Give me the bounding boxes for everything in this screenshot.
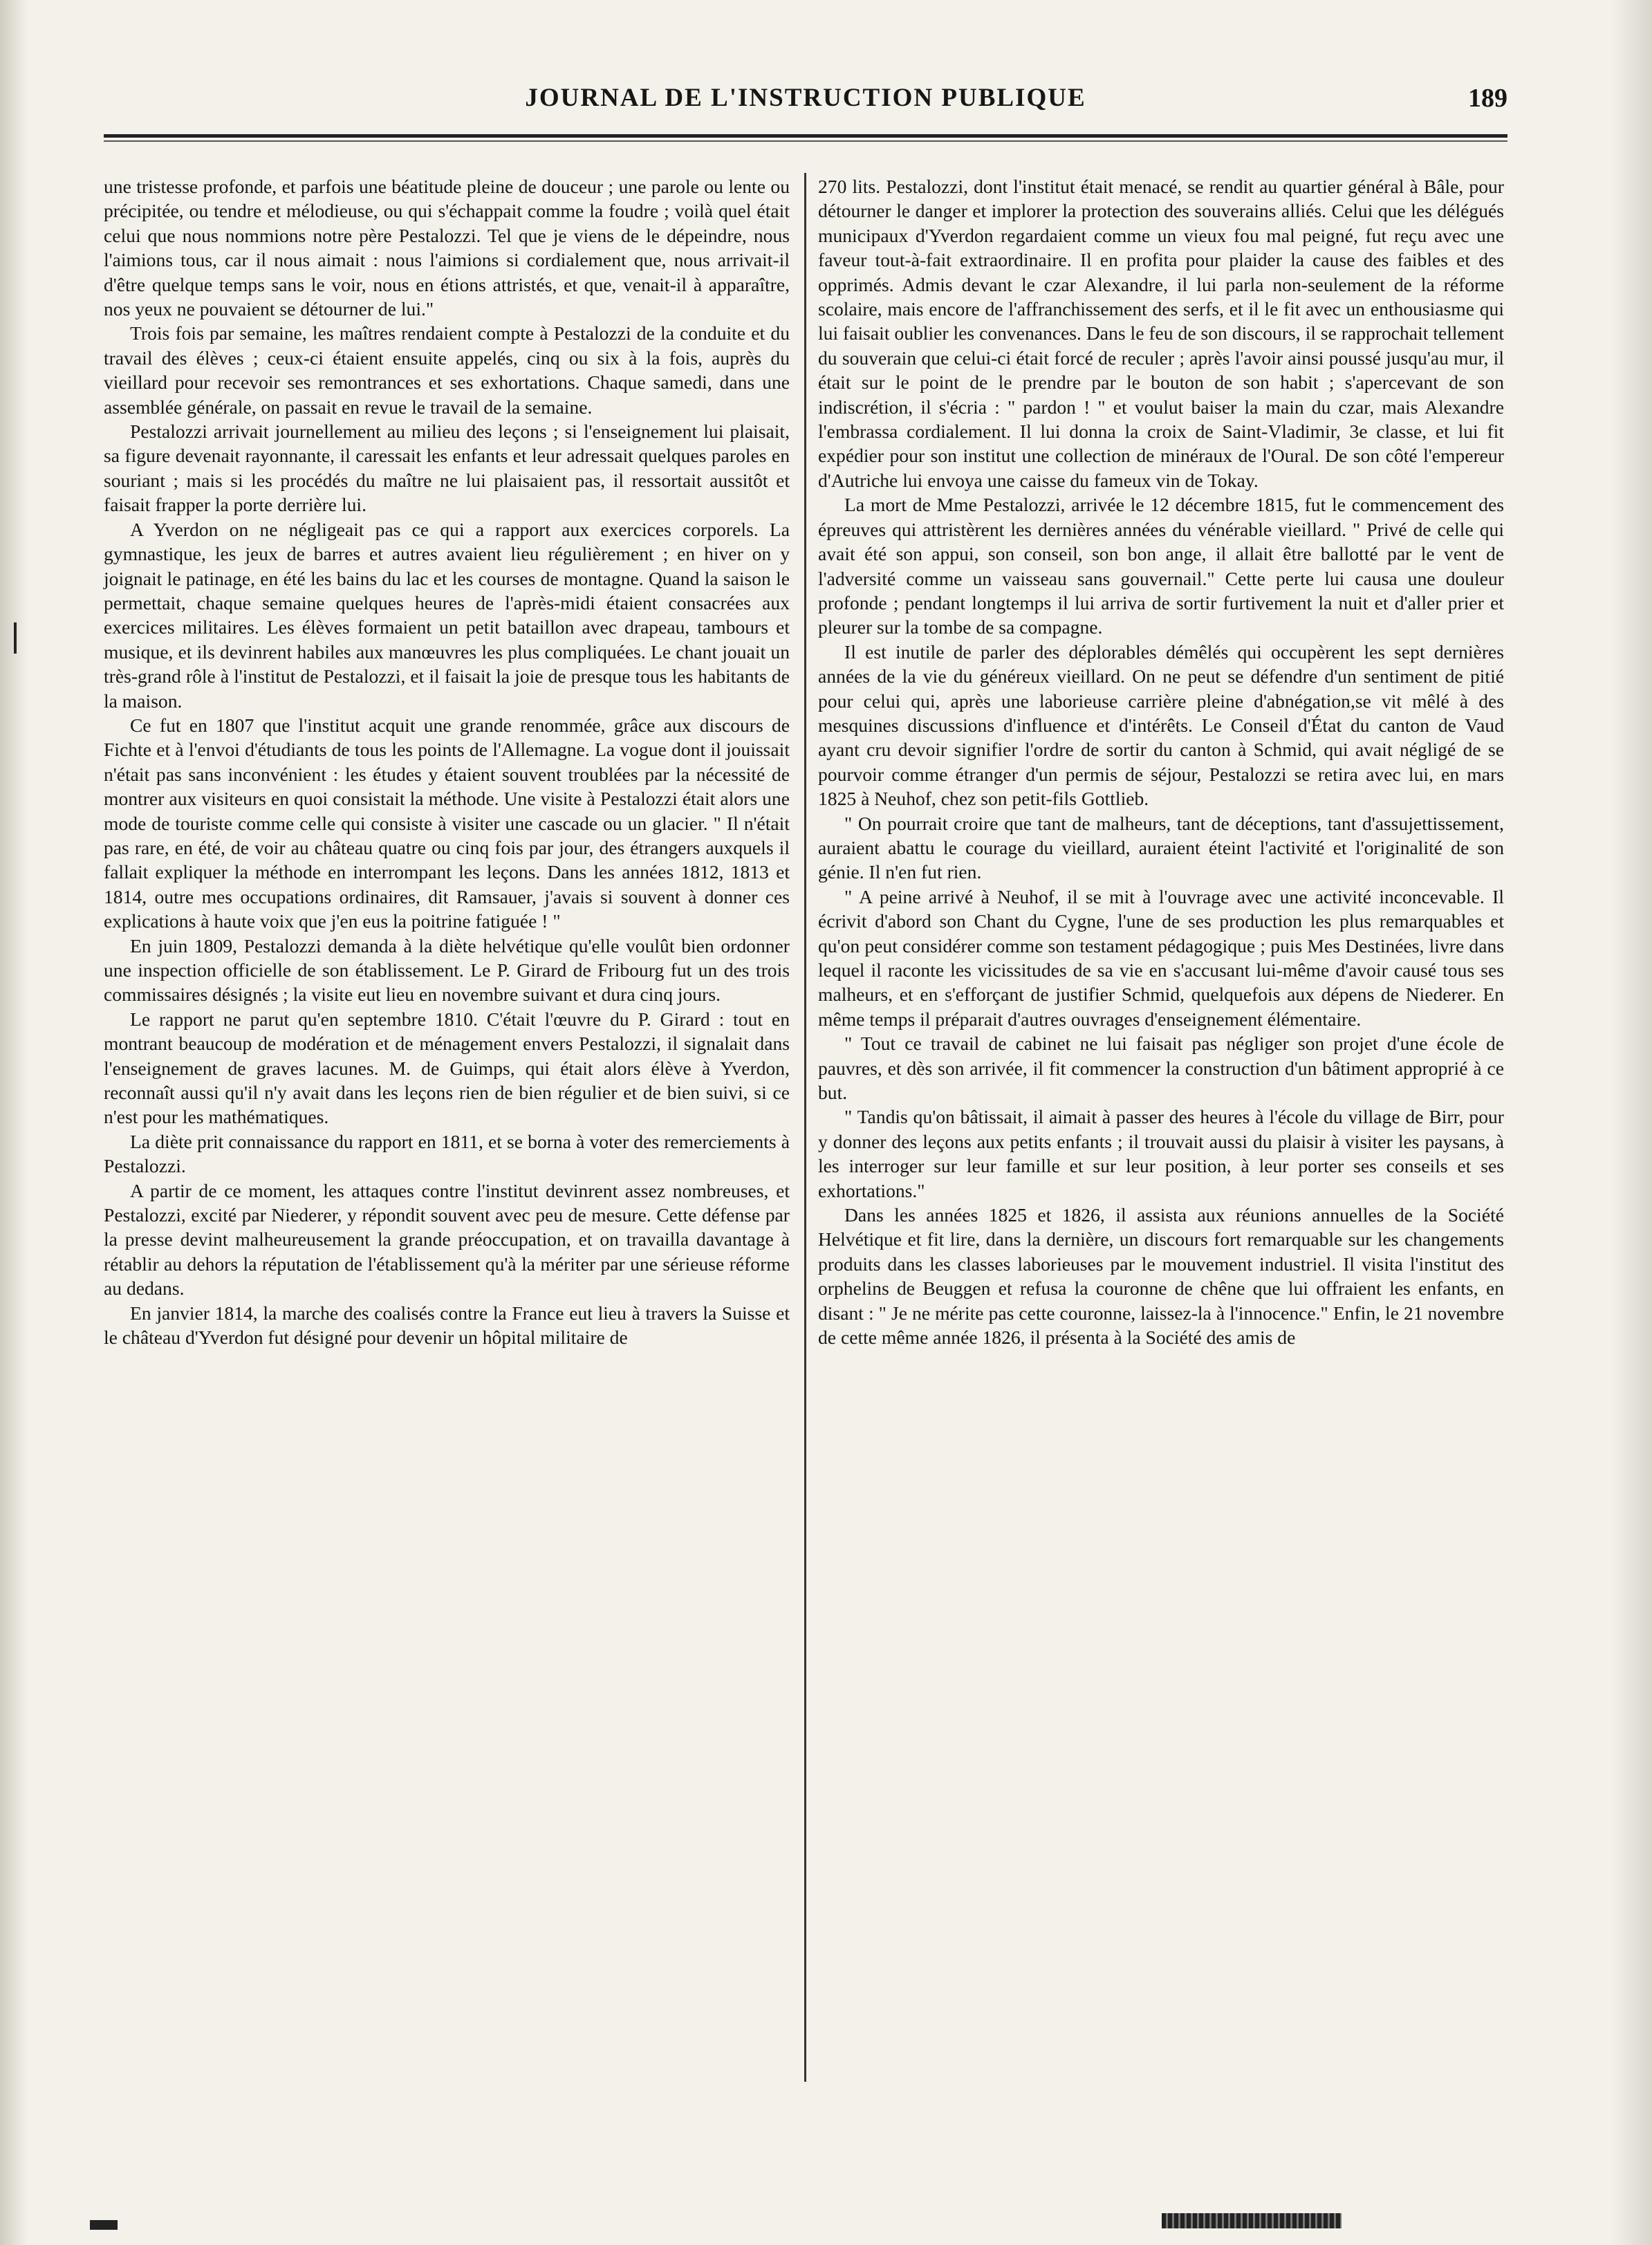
paragraph: " On pourrait croire que tant de malheurs, tant de déceptions, tant d'assujettissement, auraient abattu le courage du vieillard, auraient éteint l'activité et l'originalité de son génie. Il n'en fut rien. xyxy=(818,812,1504,883)
journal-title: JOURNAL DE L'INSTRUCTION PUBLIQUE xyxy=(525,84,1086,112)
paragraph: Pestalozzi arrivait journellement au milieu des leçons ; si l'enseignement lui plaisait, sa figure devenait rayonnante, il caressait les enfants et leur adressait quelques paroles en souriant ; mais si les procédés du maître ne lui plaisaient pas, il ressortait aussitôt et faisait frapper la porte derrière lui. xyxy=(104,421,790,516)
paragraph: A Yverdon on ne négligeait pas ce qui a rapport aux exercices corporels. La gymnastique, les jeux de barres et autres avaient lieu régulièrement ; en hiver on y joignait le patinage, en été les bains du lac et les courses de montagne. Quand la saison le permettait, chaque semaine quelques heures de l'après-midi étaient consacrées aux exercices militaires. Les élèves formaient un petit bataillon avec drapeau, tambours et musique, et ils devinrent habiles aux manœuvres les plus compliquées. Le chant jouait un très-grand rôle à l'institut de Pestalozzi, et il faisait la joie de presque tous les habitants de la maison. xyxy=(104,518,790,712)
paragraph: 270 lits. Pestalozzi, dont l'institut était menacé, se rendit au quartier général à Bâle, pour détourner le danger et implorer la protection des souverains alliés. Celui que les délégués municipaux d'Yverdon regardaient comme un vieux fou mal peigné, fut reçu avec une faveur tout-à-fait extraordinaire. Il en profita pour plaider la cause des faibles et des opprimés. Admis devant le czar Alexandre, il lui parla non-seulement de la réforme scolaire, mais encore de l'affranchissement des serfs, et il le fit avec un enthousiasme qui lui faisait oublier les convenances. Dans le feu de son discours, il se rapprochait tellement du souverain que celui-ci était forcé de reculer ; après l'avoir ainsi poussé jusqu'au mur, il était sur le point de le prendre par le bouton de son habit ; s'apercevant de son indiscrétion, il s'écria : " pardon ! " et voulut baiser la main du czar, mais Alexandre l'embrassa cordialement. Il lui donna la croix de Saint-Vladimir, 3e classe, et lui fit expédier pour son institut une collection de minéraux de l'Oural. De son côté l'empereur d'Autriche lui envoya une caisse du fameux vin de Tokay. xyxy=(818,176,1504,491)
page-header xyxy=(104,69,1507,131)
left-column xyxy=(104,174,790,1350)
scan-artifact xyxy=(1162,2213,1342,2228)
column-divider xyxy=(804,173,806,2082)
paragraph: Le rapport ne parut qu'en septembre 1810. C'était l'œuvre du P. Girard : tout en montrant beaucoup de modération et de ménagement envers Pestalozzi, il signalait dans l'enseignement de graves lacunes. M. de Guimps, qui était alors élève à Yverdon, reconnaît aussi qu'il n'y avait dans les leçons rien de bien régulier et de bien suivi, si ce n'est pour les mathématiques. xyxy=(104,1008,790,1128)
paragraph: La mort de Mme Pestalozzi, arrivée le 12 décembre 1815, fut le commencement des épreuves qui attristèrent les dernières années du vénérable vieillard. " Privé de celle qui avait été son appui, son conseil, son bon ange, il allait être ballotté par le vent de l'adversité comme un vaisseau sans gouvernail." Cette perte lui causa une douleur profonde ; pendant longtemps il lui arriva de sortir furtivement la nuit et d'aller prier et pleurer sur la tombe de sa compagne. xyxy=(818,494,1504,638)
page-number: 189 xyxy=(1468,84,1507,113)
margin-mark xyxy=(14,622,17,654)
right-column xyxy=(818,174,1504,1350)
paragraph: Il est inutile de parler des déplorables démêlés qui occupèrent les sept dernières années de la vie du généreux vieillard. On ne peut se défendre d'un sentiment de pitié pour celui qui, après une laborieuse carrière pleine d'abnégation,se vit mêlé à des mesquines discussions d'influence et d'intérêts. Le Conseil d'État du canton de Vaud ayant cru devoir signifier l'ordre de sortir du canton à Schmid, qui avait négligé de se pourvoir comme étranger d'un permis de séjour, Pestalozzi se retira avec lui, en mars 1825 à Neuhof, chez son petit-fils Gottlieb. xyxy=(818,640,1504,810)
paragraph: A partir de ce moment, les attaques contre l'institut devinrent assez nombreuses, et Pestalozzi, excité par Niederer, y répondit souvent avec peu de mesure. Cette défense par la presse devint malheureusement la grande préoccupation, et on travailla davantage à rétablir au dehors la réputation de l'établissement qu'à la mériter par une sérieuse réforme au dedans. xyxy=(104,1179,790,1300)
paragraph: Ce fut en 1807 que l'institut acquit une grande renommée, grâce aux discours de Fichte et à l'envoi d'étudiants de tous les points de l'Allemagne. La vogue dont il jouissait n'était pas sans inconvénient : les études y étaient souvent troublées par la nécessité de montrer aux visiteurs en quoi consistait la méthode. Une visite à Pestalozzi était alors une mode de touriste comme celle qui consiste à visiter une cascade ou un glacier. " Il n'était pas rare, en été, de voir au château quatre ou cinq fois par jour, des étrangers auxquels il fallait expliquer la méthode en interrompant les leçons. Dans les années 1812, 1813 et 1814, outre mes occupations ordinaires, dit Ramsauer, j'avais si souvent à donner ces explications à haute voix que j'en eus la poitrine fatiguée ! " xyxy=(104,714,790,932)
paragraph: " Tout ce travail de cabinet ne lui faisait pas négliger son projet d'une école de pauvres, et dès son arrivée, il fit commencer la construction d'un bâtiment approprié à ce but. xyxy=(818,1033,1504,1104)
paragraph: Dans les années 1825 et 1826, il assista aux réunions annuelles de la Société Helvétique et fit lire, dans la dernière, un discours fort remarquable sur les changements produits dans les classes laborieuses par le mouvement industriel. Il visita l'institut des orphelins de Beuggen et refusa la couronne de chêne que lui offraient les enfants, en disant : " Je ne mérite pas cette couronne, laissez-la à l'innocence." Enfin, le 21 novembre de cette même année 1826, il présenta à la Société des amis de xyxy=(818,1204,1504,1349)
header-rule xyxy=(104,134,1507,142)
paragraph: La diète prit connaissance du rapport en 1811, et se borna à voter des remerciements à Pestalozzi. xyxy=(104,1130,790,1177)
paragraph: En janvier 1814, la marche des coalisés contre la France eut lieu à travers la Suisse et le château d'Yverdon fut désigné pour devenir un hôpital militaire de xyxy=(104,1302,790,1349)
left-page-edge xyxy=(0,0,28,2245)
paragraph: une tristesse profonde, et parfois une béatitude pleine de douceur ; une parole ou lente ou précipitée, ou tendre et mélodieuse, ou qui s'échappait comme la foudre ; voilà quel était celui que nous nommions notre père Pestalozzi. Tel que je viens de le dépeindre, nous l'aimions tous, car il nous aimait : nous l'aimions si cordialement que, nous arrivait-il d'être quelque temps sans le voir, nous en étions attristés, et que, venait-il à apparaître, nos yeux ne pouvaient se détourner de lui." xyxy=(104,176,790,320)
paragraph: En juin 1809, Pestalozzi demanda à la diète helvétique qu'elle voulût bien ordonner une inspection officielle de son établissement. Le P. Girard de Fribourg fut un des trois commissaires désignés ; la visite eut lieu en novembre suivant et dura cinq jours. xyxy=(104,934,790,1006)
paragraph: " Tandis qu'on bâtissait, il aimait à passer des heures à l'école du village de Birr, pour y donner des leçons aux petits enfants ; il trouvait aussi du plaisir à visiter les paysans, à les interroger sur leur famille et sur leur position, à leur porter ses conseils et ses exhortations." xyxy=(818,1106,1504,1201)
paragraph: " A peine arrivé à Neuhof, il se mit à l'ouvrage avec une activité inconcevable. Il écrivit d'abord son Chant du Cygne, l'une de ses production les plus remarquables et qu'on peut considérer comme son testament pédagogique ; puis Mes Destinées, livre dans lequel il raconte les vicissitudes de sa vie en s'accusant lui-même d'avoir causé tous ses malheurs, et en s'efforçant de justifier Schmid, quelquefois aux dépens de Niederer. En même temps il préparait d'autres ouvrages d'enseignement élémentaire. xyxy=(818,885,1504,1030)
paragraph: Trois fois par semaine, les maîtres rendaient compte à Pestalozzi de la conduite et du travail des élèves ; ceux-ci étaient ensuite appelés, cinq ou six à la fois, auprès du vieillard pour recevoir ses remontrances et ses exhortations. Chaque samedi, dans une assemblée générale, on passait en revue le travail de la semaine. xyxy=(104,322,790,418)
right-page-edge xyxy=(1611,0,1652,2245)
scan-artifact xyxy=(90,2220,118,2230)
